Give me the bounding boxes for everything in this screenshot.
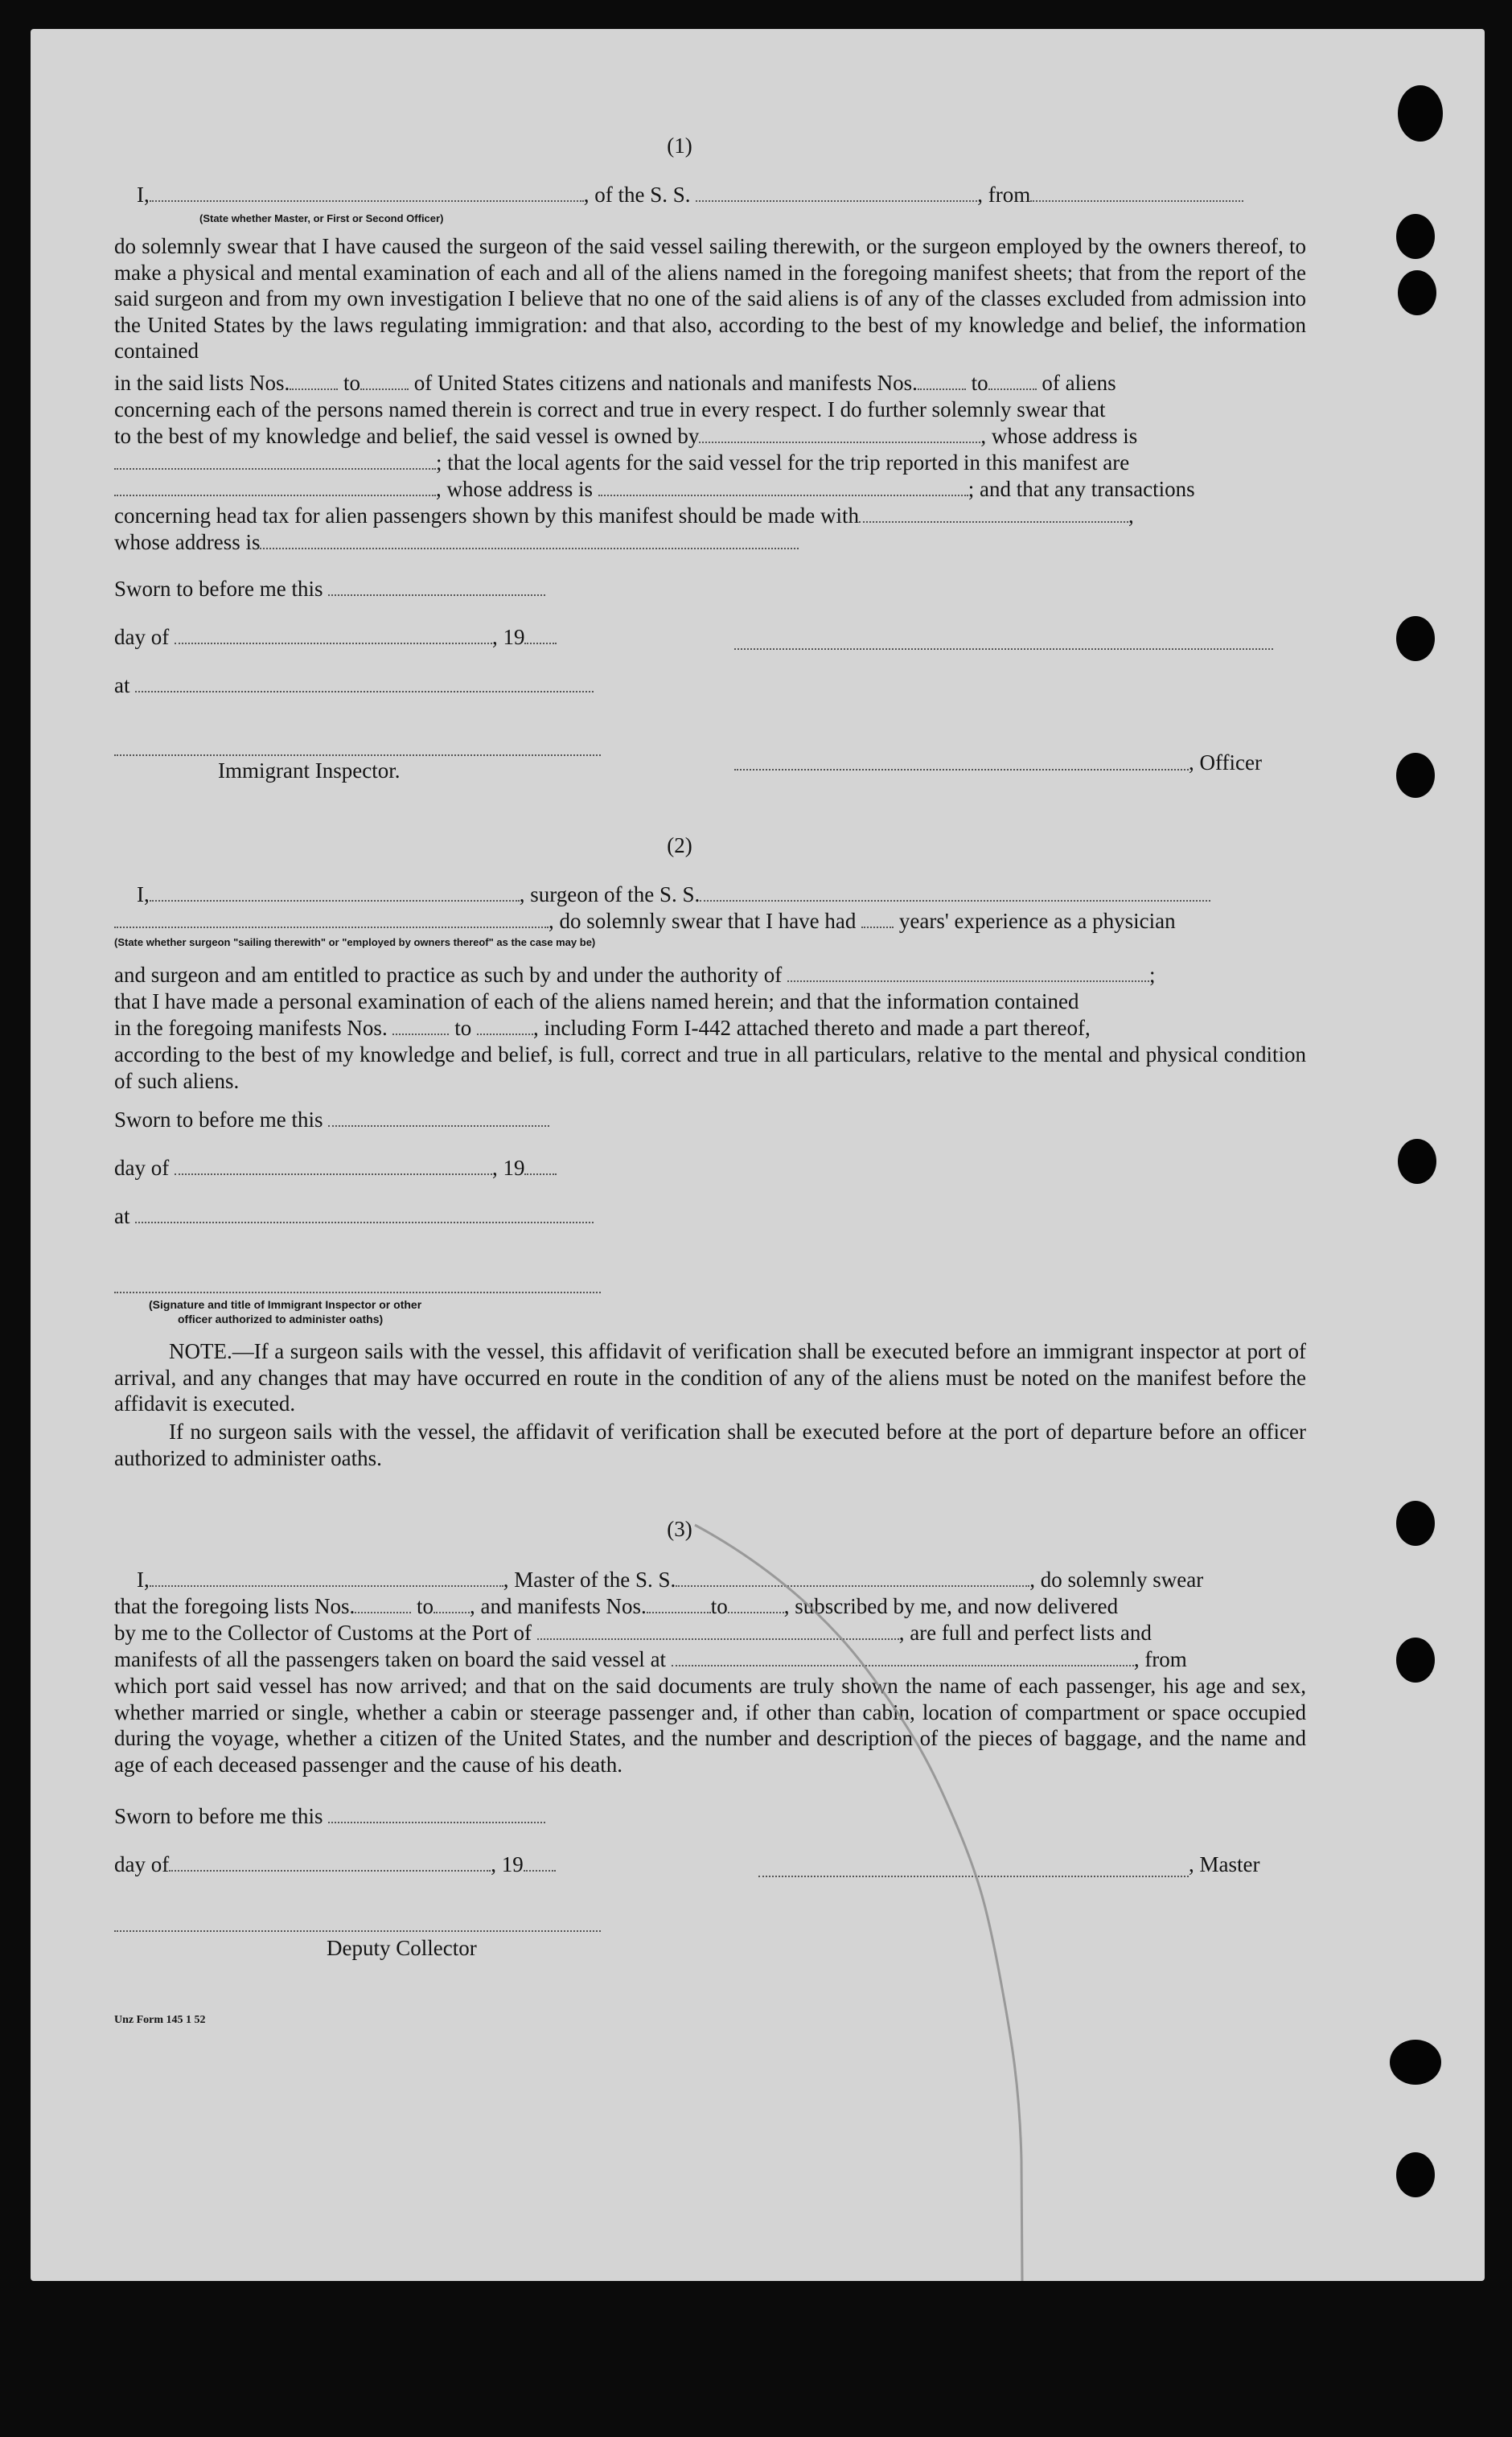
- binder-hole: [1396, 616, 1435, 661]
- s2-line-i: I, , surgeon of the S. S.: [137, 882, 1210, 908]
- s1-agents-address-line: , whose address is ; and that any transactions: [114, 476, 1195, 503]
- s2-examination-line: that I have made a personal examination of each of the aliens named herein; and that the information contained: [114, 989, 1079, 1013]
- s2-foregoing-line: in the foregoing manifests Nos. to , including Form I-442 attached thereto and made a part thereof,: [114, 1016, 1091, 1040]
- s3-manifests-line: manifests of all the passengers taken on board the said vessel at , from: [114, 1647, 1187, 1671]
- section-3-number: (3): [667, 1517, 692, 1541]
- s1-agents-line: ; that the local agents for the said vessel for the trip reported in this manifest are: [114, 450, 1129, 476]
- binder-hole: [1396, 753, 1435, 798]
- binder-hole: [1398, 270, 1436, 315]
- s2-sworn: Sworn to before me this: [114, 1107, 549, 1133]
- s1-line-i: I, , of the S. S. , from: [137, 182, 1243, 208]
- sig-note-1: (Signature and title of Immigrant Inspector or other: [149, 1298, 422, 1311]
- s3-dayof: day of , 19: [114, 1851, 556, 1878]
- s1-whose-address-line: whose address is: [114, 529, 799, 556]
- binder-hole: [1396, 1638, 1435, 1683]
- note-2: If no surgeon sails with the vessel, the affidavit of verification shall be executed before at the port of departure before an officer authorized to administer oaths.: [114, 1420, 1306, 1470]
- s2-authority-line: and surgeon and am entitled to practice as such by and under the authority of ;: [114, 963, 1156, 987]
- form-sheet: [31, 29, 1485, 2281]
- paper-crease: [31, 29, 1485, 2281]
- form-id: Unz Form 145 1 52: [114, 2014, 206, 2026]
- binder-hole: [1398, 1139, 1436, 1184]
- s3-line-i: I, , Master of the S. S. , do solemnly swear: [137, 1568, 1204, 1592]
- s3-deputy-collector-label: Deputy Collector: [327, 1936, 477, 1960]
- s2-at: at: [114, 1203, 594, 1230]
- s1-owned-line: to the best of my knowledge and belief, the said vessel is owned by , whose address is: [114, 424, 1138, 448]
- s1-at: at: [114, 672, 594, 699]
- s1-concerning-line: concerning each of the persons named therein is correct and true in every respect. I do further solemnly swear that: [114, 397, 1106, 421]
- s3-sworn: Sworn to before me this: [114, 1803, 545, 1830]
- s2-dayof: day of , 19: [114, 1155, 557, 1182]
- binder-hole: [1396, 214, 1435, 259]
- surgeon-note: (State whether surgeon "sailing therewith" or "employed by owners thereof" as the case may be): [114, 936, 596, 948]
- s1-inspector-label: Immigrant Inspector.: [218, 758, 401, 783]
- master-note: (State whether Master, or First or Second Officer): [199, 212, 444, 224]
- s1-officer-label: , Officer: [1189, 750, 1262, 775]
- binder-hole: [1396, 2152, 1435, 2197]
- s1-lists-line: in the said lists Nos. to of United States citizens and nationals and manifests Nos. to of aliens: [114, 371, 1116, 395]
- s3-master-label: , Master: [1189, 1852, 1260, 1876]
- binder-hole: [1390, 2040, 1441, 2085]
- s3-lists-line: that the foregoing lists Nos. to , and manifests Nos. to , subscribed by me, and now delivered: [114, 1594, 1119, 1618]
- sig-note-2: officer authorized to administer oaths): [178, 1313, 384, 1325]
- binder-hole: [1396, 1501, 1435, 1546]
- s2-swear-line: , do solemnly swear that I have had years' experience as a physician: [114, 908, 1176, 935]
- section-1-number: (1): [667, 134, 692, 158]
- s1-sworn: Sworn to before me this: [114, 576, 545, 602]
- s3-collector-line: by me to the Collector of Customs at the Port of , are full and perfect lists and: [114, 1621, 1152, 1645]
- section-2-number: (2): [667, 833, 692, 857]
- s1-dayof: day of , 19: [114, 624, 557, 651]
- s1-paragraph: do solemnly swear that I have caused the surgeon of the said vessel sailing therewith, or the surgeon employed by the owners thereof, to make a physical and mental examination of each and all of the aliens named in the foregoing manifest sheets; that from the report of the said surgeon and from my own investigation I believe that no one of the said aliens is of any of the classes excluded from admission into the United States by the laws regulating immigration: and that also, according to the best of my knowledge and belief, the information contained: [114, 234, 1306, 364]
- binder-hole: [1398, 85, 1443, 142]
- note-1: NOTE.—If a surgeon sails with the vessel, this affidavit of verification shall be executed before an immigrant inspector at port of arrival, and any changes that may have occurred en route in the condition of any of the aliens must be noted on the manifest before the affidavit is executed.: [114, 1339, 1306, 1416]
- s1-headtax-line: concerning head tax for alien passengers shown by this manifest should be made with ,: [114, 503, 1134, 528]
- s2-paragraph: according to the best of my knowledge and belief, is full, correct and true in all particulars, relative to the mental and physical condition of such aliens.: [114, 1042, 1306, 1093]
- s3-paragraph: which port said vessel has now arrived; and that on the said documents are truly shown the name of each passenger, his age and sex, whether married or single, whether a cabin or steerage passenger and, if other than cabin, location of compartment or space occupied during the voyage, whether a citizen of the United States, and the number and description of the pieces of baggage, and the name and age of each deceased passenger and the cause of his death.: [114, 1674, 1306, 1777]
